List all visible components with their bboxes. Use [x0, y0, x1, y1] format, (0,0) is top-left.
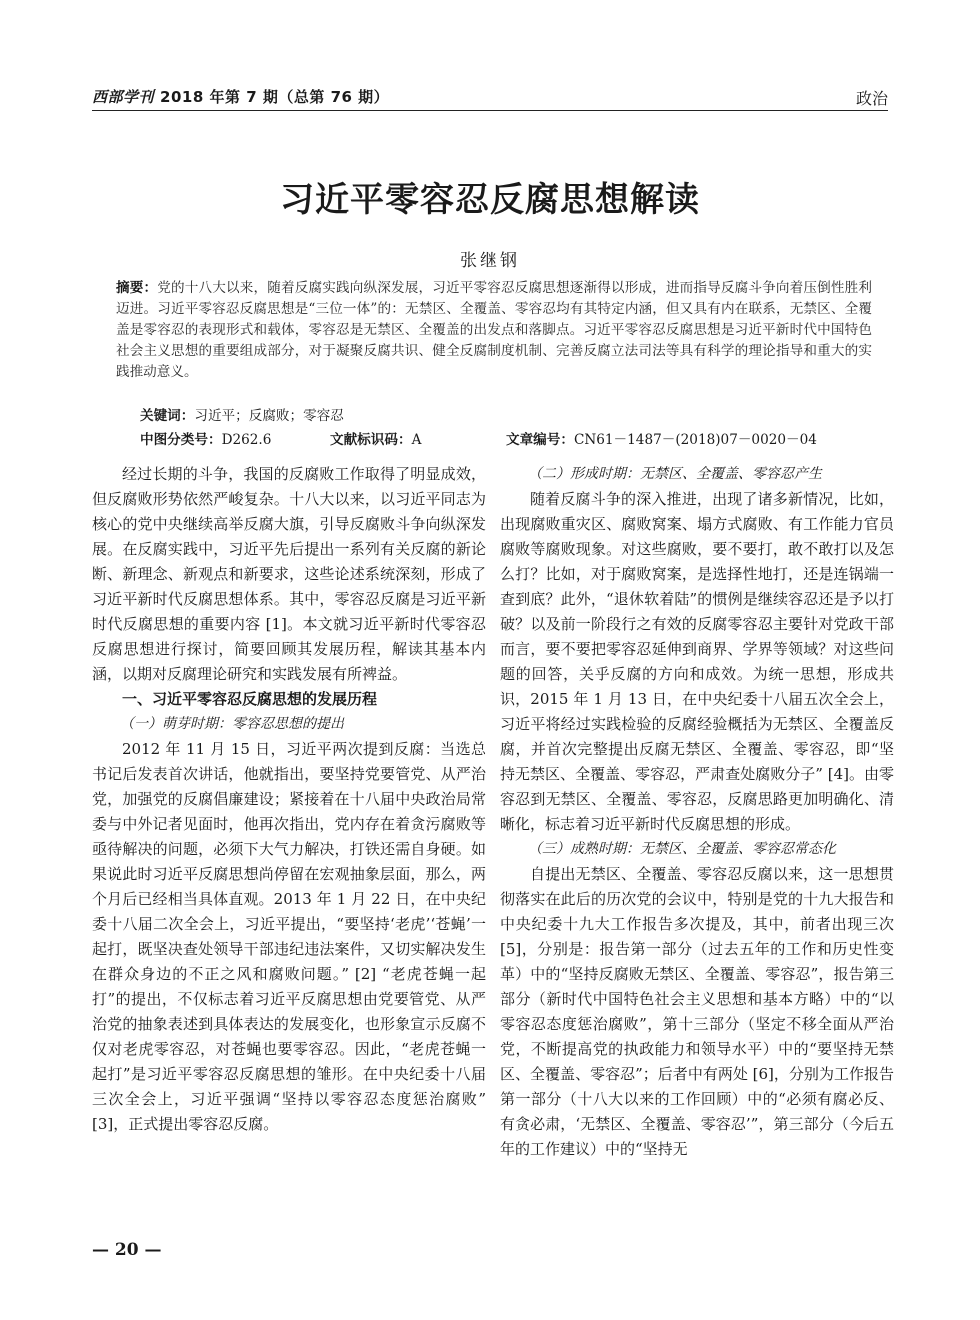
section-heading: （一）萌芽时期：零容忍思想的提出: [120, 716, 344, 732]
section-heading: （三）成熟时期：无禁区、全覆盖、零容忍常态化: [528, 841, 836, 857]
body-paragraph: 经过长期的斗争，我国的反腐败工作取得了明显成效，但反腐败形势依然严峻复杂。十八大以来，以习近平同志为核心的党中央继续高举反腐大旗，引导反腐败斗争向纵深发展。在反腐实践中，习近平先后提出一系列有关反腐的新论断、新理念、新观点和新要求，这些论述系统深刻，形成了习近平新时代反腐思想体系。其中，零容忍反腐是习近平新时代反腐思想的重要内容 [1]。本文就习近平新时代零容忍反腐思想进行探讨，简要回顾其发展历程，解读其基本内涵，以期对反腐理论研究和实践发展有所裨益。: [92, 465, 486, 683]
doc-code: [330, 428, 421, 448]
page-number: — 20 —: [92, 1240, 162, 1260]
article-number-label: 文章编号：: [506, 432, 574, 448]
journal-name: [92, 86, 389, 107]
article-author: 张继钢: [460, 251, 520, 271]
article-title: 习近平零容忍反腐思想解读: [280, 180, 700, 220]
abstract-label: 摘要：: [116, 280, 158, 296]
body-column-right: [500, 462, 894, 1162]
journal-logo: 西部学刊: [92, 88, 155, 106]
clc-number: [140, 428, 271, 448]
body-paragraph: 随着反腐斗争的深入推进，出现了诸多新情况，比如，出现腐败重灾区、腐败窝案、塌方式腐败、有工作能力官员腐败等腐败现象。对这些腐败，要不要打，敢不敢打以及怎么打？比如，对于腐败窝案，是选择性地打，还是连锅端一查到底？此外，“退休软着陆”的惯例是继续容忍还是予以打破？以及前一阶段行之有效的反腐零容忍主要针对党政干部而言，要不要把零容忍延伸到商界、学界等领域？对这些问题的回答，关乎反腐的方向和成效。为统一思想，形成共识，2015 年 1 月 13 日，在中央纪委十八届五次全会上，习近平将经过实践检验的反腐经验概括为无禁区、全覆盖反腐，并首次完整提出反腐无禁区、全覆盖、零容忍，即“坚持无禁区、全覆盖、零容忍，严肃查处腐败分子” [4]。由零容忍到无禁区、全覆盖、零容忍，反腐思路更加明确化、清晰化，标志着习近平新时代反腐思想的形成。: [500, 490, 894, 833]
journal-issue: 2018 年第 7 期（总第 76 期）: [160, 88, 390, 106]
clc-value: D262.6: [221, 432, 272, 448]
section-tag: 政治: [855, 89, 888, 108]
doc-code-label: 文献标识码：: [330, 432, 412, 448]
doc-code-value: A: [411, 432, 422, 448]
body-column-left: [92, 462, 486, 1137]
keywords-text: 习近平；反腐败；零容忍: [194, 408, 344, 424]
abstract-text: 党的十八大以来，随着反腐实践向纵深发展，习近平零容忍反腐思想逐渐得以形成，进而指导反腐斗争向着压倒性胜利迈进。习近平零容忍反腐思想是“三位一体”的：无禁区、全覆盖、零容忍均有其特定内涵，但又具有内在联系，无禁区、全覆盖是零容忍的表现形式和载体，零容忍是无禁区、全覆盖的出发点和落脚点。习近平零容忍反腐思想是习近平新时代中国特色社会主义思想的重要组成部分，对于凝聚反腐共识、健全反腐制度机制、完善反腐立法司法等具有科学的理论指导和重大的实践推动意义。: [116, 280, 873, 380]
body-paragraph: 自提出无禁区、全覆盖、零容忍反腐以来，这一思想贯彻落实在此后的历次党的会议中，特别是党的十九大报告和中央纪委十九大工作报告多次提及，其中，前者出现三次 [5]，分别是：报告第一部分（过去五年的工作和历史性变革）中的“坚持反腐败无禁区、全覆盖、零容忍”，报告第三部分（新时代中国特色社会主义思想和基本方略）中的“以零容忍态度惩治腐败”，第十三部分（坚定不移全面从严治党，不断提高党的执政能力和领导水平）中的“要坚持无禁区、全覆盖、零容忍”；后者中有两处 [6]，分别为工作报告第一部分（十八大以来的工作回顾）中的“必须有腐必反、有贪必肃，‘无禁区、全覆盖、零容忍’”，第三部分（今后五年的工作建议）中的“坚持无: [500, 865, 894, 1158]
keywords-label: 关键词：: [140, 408, 195, 424]
section-heading: 一、习近平零容忍反腐思想的发展历程: [122, 690, 378, 708]
article-number: [506, 428, 817, 448]
running-header: [92, 84, 888, 111]
article-number-value: CN61－1487－(2018)07－0020－04: [573, 432, 817, 448]
clc-label: 中图分类号：: [140, 432, 222, 448]
body-paragraph: 2012 年 11 月 15 日，习近平两次提到反腐：当选总书记后发表首次讲话，他就指出，要坚持党要管党、从严治党，加强党的反腐倡廉建设；紧接着在十八届中央政治局常委与中外记者见面时，他再次指出，党内存在着贪污腐败等亟待解决的问题，必须下大气力解决，打铁还需自身硬。如果说此时习近平反腐思想尚停留在宏观抽象层面，那么，两个月后已经相当具体直观。2013 年 1 月 22 日，在中央纪委十八届二次全会上，习近平提出，“要坚持‘老虎’‘苍蝇’一起打，既坚决查处领导干部违纪违法案件，又切实解决发生在群众身边的不正之风和腐败问题。” [2] “老虎苍蝇一起打”的提出，不仅标志着习近平反腐思想由党要管党、从严治党的抽象表述到具体表达的发展变化，也形象宣示反腐不仅对老虎零容忍，对苍蝇也要零容忍。因此，“老虎苍蝇一起打”是习近平零容忍反腐思想的雏形。在中央纪委十八届三次全会上，习近平强调“坚持以零容忍态度惩治腐败” [3]，正式提出零容忍反腐。: [92, 740, 486, 1133]
abstract: [116, 278, 872, 383]
keywords: [140, 404, 344, 424]
section-heading: （二）形成时期：无禁区、全覆盖、零容忍产生: [528, 466, 822, 482]
